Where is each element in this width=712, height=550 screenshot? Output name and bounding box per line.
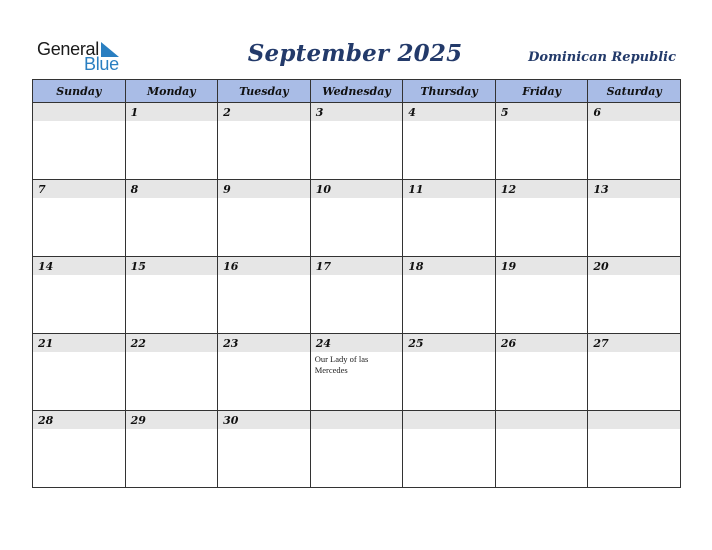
- generalblue-logo: [37, 39, 127, 73]
- logo-word-blue: Blue: [84, 54, 119, 74]
- day-cell: [310, 180, 403, 257]
- day-cell: [495, 103, 588, 180]
- day-cell: [33, 334, 126, 411]
- day-cell: [218, 334, 311, 411]
- day-cell: [310, 257, 403, 334]
- day-cell: [218, 180, 311, 257]
- day-number: 5: [496, 103, 588, 121]
- empty-day-cell: [588, 411, 681, 488]
- day-number: 20: [588, 257, 680, 275]
- day-cell: [125, 103, 218, 180]
- calendar-title: September 2025: [247, 40, 463, 67]
- day-number: 26: [496, 334, 588, 352]
- day-number: [311, 411, 403, 429]
- day-number: 28: [33, 411, 125, 429]
- logo-word-general: General: [37, 39, 99, 59]
- day-number: 25: [403, 334, 495, 352]
- day-cell: [495, 334, 588, 411]
- weekday-header-wednesday: Wednesday: [310, 80, 403, 103]
- day-number: 8: [126, 180, 218, 198]
- day-cell: [403, 180, 496, 257]
- day-cell: [125, 257, 218, 334]
- day-number: 10: [311, 180, 403, 198]
- weekday-header-thursday: Thursday: [403, 80, 496, 103]
- day-number: 14: [33, 257, 125, 275]
- day-cell: [588, 334, 681, 411]
- day-number: [588, 411, 680, 429]
- day-cell: [218, 103, 311, 180]
- empty-day-cell: [310, 411, 403, 488]
- empty-day-cell: [495, 411, 588, 488]
- day-cell: [403, 334, 496, 411]
- weekday-header-saturday: Saturday: [588, 80, 681, 103]
- day-number: 9: [218, 180, 310, 198]
- calendar-grid: [32, 79, 681, 488]
- country-name: Dominican Republic: [528, 50, 676, 65]
- empty-day-cell: [33, 103, 126, 180]
- day-number: 27: [588, 334, 680, 352]
- day-number: 4: [403, 103, 495, 121]
- day-cell: [218, 411, 311, 488]
- day-number: 13: [588, 180, 680, 198]
- day-number: 16: [218, 257, 310, 275]
- weekday-header-tuesday: Tuesday: [218, 80, 311, 103]
- day-number: 3: [311, 103, 403, 121]
- empty-day-cell: [403, 411, 496, 488]
- week-row: [33, 334, 681, 411]
- weekday-header-monday: Monday: [125, 80, 218, 103]
- holiday-label: Our Lady of las Mercedes: [314, 354, 369, 375]
- day-cell: [218, 257, 311, 334]
- day-number: 7: [33, 180, 125, 198]
- day-number: 17: [311, 257, 403, 275]
- day-cell: [310, 103, 403, 180]
- day-number: 29: [126, 411, 218, 429]
- day-cell: [33, 180, 126, 257]
- day-number: 11: [403, 180, 495, 198]
- day-number: 15: [126, 257, 218, 275]
- day-number: 19: [496, 257, 588, 275]
- day-number: 1: [126, 103, 218, 121]
- day-number: [403, 411, 495, 429]
- day-cell: [495, 180, 588, 257]
- day-cell: [588, 257, 681, 334]
- day-cell: [33, 257, 126, 334]
- day-number: 23: [218, 334, 310, 352]
- day-cell: [588, 180, 681, 257]
- day-number: 22: [126, 334, 218, 352]
- day-number: 2: [218, 103, 310, 121]
- day-number: 21: [33, 334, 125, 352]
- day-number: 12: [496, 180, 588, 198]
- day-cell: [33, 411, 126, 488]
- weekday-header-row: [33, 80, 681, 103]
- day-number: [496, 411, 588, 429]
- day-cell: [403, 103, 496, 180]
- day-cell: [125, 411, 218, 488]
- calendar-body: [33, 103, 681, 488]
- day-cell: [495, 257, 588, 334]
- day-cell: [310, 334, 403, 411]
- day-number: [33, 103, 125, 121]
- day-cell: [403, 257, 496, 334]
- day-number: 30: [218, 411, 310, 429]
- week-row: [33, 180, 681, 257]
- weekday-header-sunday: Sunday: [33, 80, 126, 103]
- week-row: [33, 103, 681, 180]
- weekday-header-friday: Friday: [495, 80, 588, 103]
- day-cell: [125, 334, 218, 411]
- day-cell: [588, 103, 681, 180]
- week-row: [33, 411, 681, 488]
- day-number: 24: [311, 334, 403, 352]
- day-number: 6: [588, 103, 680, 121]
- day-number: 18: [403, 257, 495, 275]
- day-cell: [125, 180, 218, 257]
- week-row: [33, 257, 681, 334]
